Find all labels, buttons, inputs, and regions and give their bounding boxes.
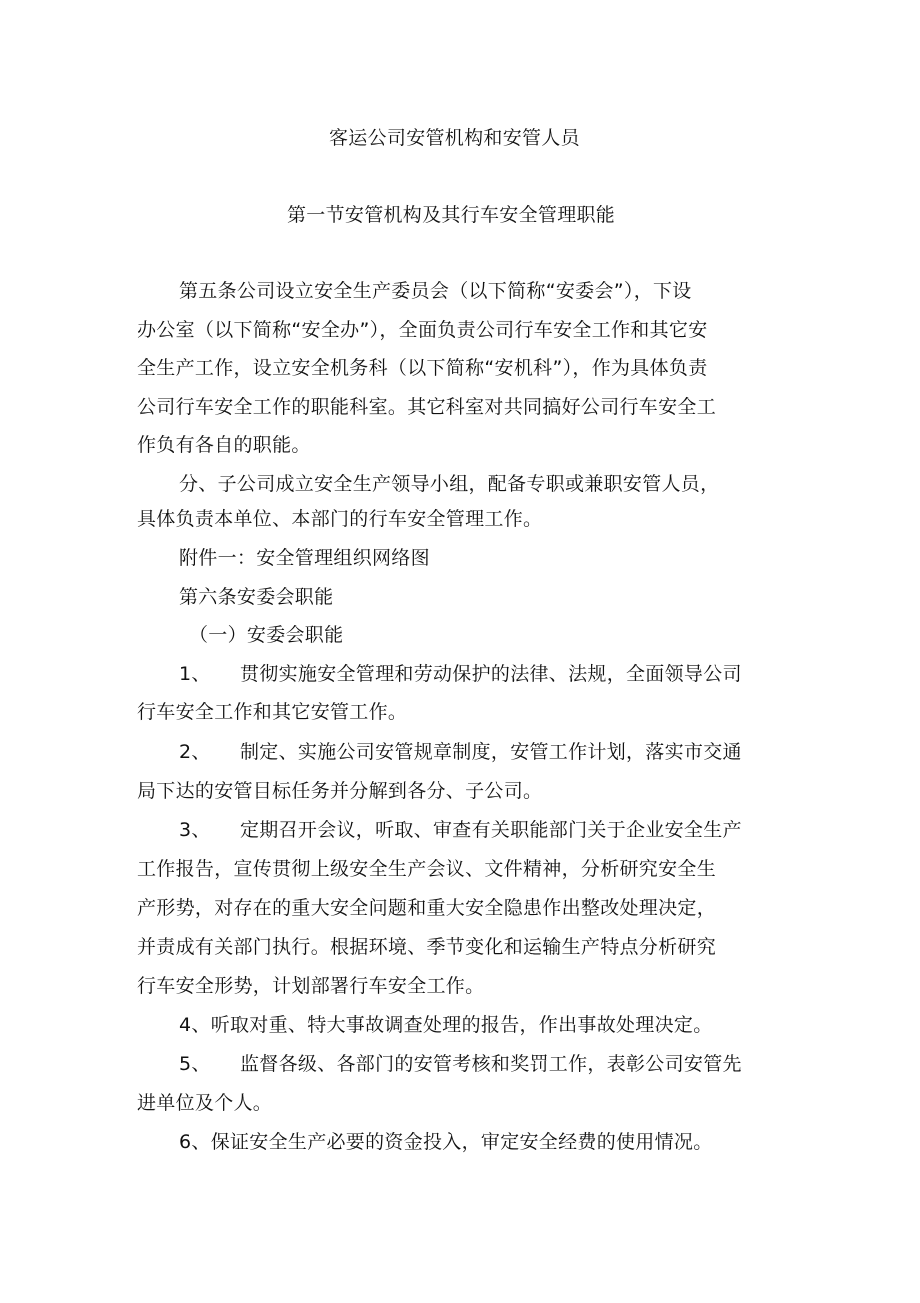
item-text: 6、保证安全生产必要的资金投入，审定安全经费的使用情况。 bbox=[179, 1131, 713, 1153]
item-text: 行车安全工作和其它安管工作。 bbox=[137, 701, 408, 723]
item-text: 定期召开会议，听取、审查有关职能部门关于企业安全生产 bbox=[240, 819, 742, 841]
item-number: 5、 bbox=[179, 1053, 211, 1075]
item-text: 产形势，对存在的重大安全问题和重大安全隐患作出整改处理决定， bbox=[137, 897, 717, 919]
item-number: 3、 bbox=[179, 819, 211, 841]
item-text: 行车安全形势，计划部署行车安全工作。 bbox=[137, 975, 485, 997]
subsidiary-line: 具体负责本单位、本部门的行车安全管理工作。 bbox=[137, 508, 543, 530]
article5-line: 办公室（以下简称“安全办”），全面负责公司行车安全工作和其它安 bbox=[137, 319, 708, 341]
item-number: 2、 bbox=[179, 741, 211, 763]
subsidiary-line: 分、子公司成立安全生产领导小组，配备专职或兼职安管人员， bbox=[179, 473, 720, 495]
item-text: 进单位及个人。 bbox=[137, 1092, 273, 1114]
section-heading: 第一节安管机构及其行车安全管理职能 bbox=[287, 204, 616, 226]
item-text: 局下达的安管目标任务并分解到各分、子公司。 bbox=[137, 780, 543, 802]
article5-line: 第五条公司设立安全生产委员会（以下简称“安委会”），下设 bbox=[179, 280, 692, 302]
article5-line: 公司行车安全工作的职能科室。其它科室对共同搞好公司行车安全工 bbox=[137, 396, 717, 418]
document-title: 客运公司安管机构和安管人员 bbox=[329, 127, 580, 149]
item-text: 并责成有关部门执行。根据环境、季节变化和运输生产特点分析研究 bbox=[137, 936, 717, 958]
attachment-reference: 附件一：安全管理组织网络图 bbox=[179, 547, 430, 569]
article5-line: 作负有各自的职能。 bbox=[137, 434, 311, 456]
item-number: 1、 bbox=[179, 663, 211, 685]
item-text: 贯彻实施安全管理和劳动保护的法律、法规，全面领导公司 bbox=[240, 663, 742, 685]
item-text: 制定、实施公司安管规章制度，安管工作计划，落实市交通 bbox=[240, 741, 742, 763]
item-text: 工作报告，宣传贯彻上级安全生产会议、文件精神，分析研究安全生 bbox=[137, 858, 717, 880]
article5-line: 全生产工作，设立安全机务科（以下简称“安机科”），作为具体负责 bbox=[137, 357, 708, 379]
item-text: 监督各级、各部门的安管考核和奖罚工作，表彰公司安管先 bbox=[240, 1053, 742, 1075]
item-text: 4、听取对重、特大事故调查处理的报告，作出事故处理决定。 bbox=[179, 1014, 713, 1036]
article6-heading: 第六条安委会职能 bbox=[179, 586, 334, 608]
sub-heading: （一）安委会职能 bbox=[189, 624, 344, 646]
